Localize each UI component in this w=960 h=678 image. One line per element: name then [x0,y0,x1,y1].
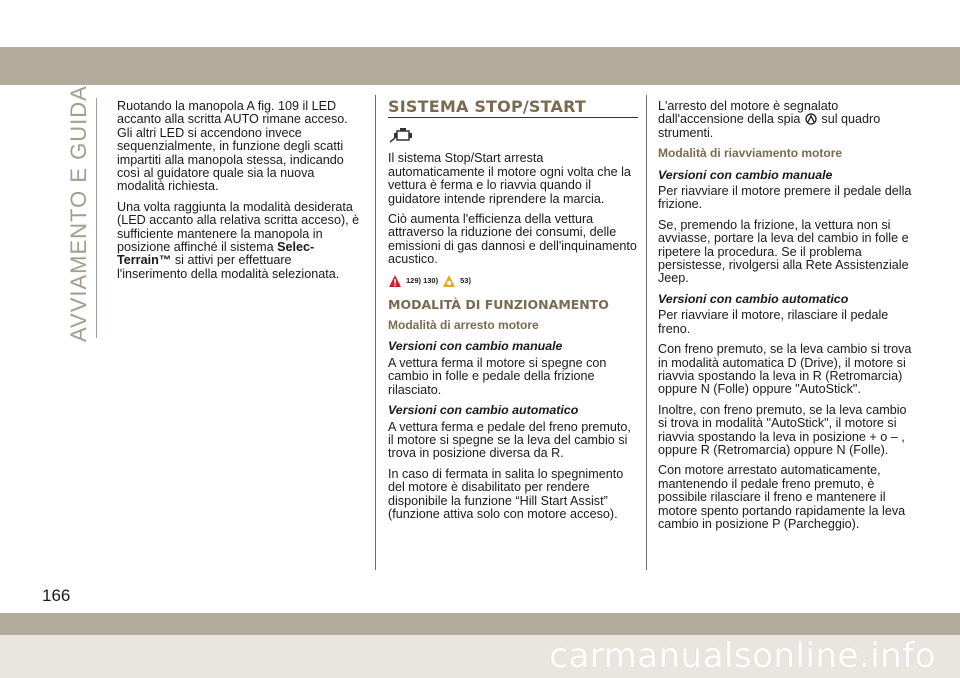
paragraph: A vettura ferma il motore si spegne con cambio in folle e pedale della frizione rilasciato. [388,355,607,397]
sub-heading: Modalità di riavviamento motore [658,146,843,161]
header-band [0,47,960,85]
column-2 [388,97,638,528]
title-rule [388,117,638,118]
page-number: 166 [42,586,71,605]
paragraph: L'arresto del motore è segnalato dall'accensione della spia sul quadro strumenti. [658,99,881,140]
sub-heading: Modalità di arresto motore [388,318,539,333]
paragraph: Per riavviare il motore, rilasciare il pedale freno. [658,308,889,336]
paragraph: Inoltre, con freno premuto, se la leva cambio si trova in modalità "AutoStick", il motore si riavvia spostando la leva in posizione + o – , oppure R (Retromarcia) oppure N (Folle). [658,402,907,457]
column-1 [117,100,365,288]
chapter-title: AVVIAMENTO E GUIDA [66,85,91,342]
subsection-title: MODALITÀ DI FUNZIONAMENTO [388,296,609,312]
paragraph: Il sistema Stop/Start arresta automaticamente il motore ogni volta che la vettura è ferma e lo riavvia quando il guidatore intende riprendere la marcia. [388,151,631,206]
selec-terrain-term: Selec-Terrain™ [117,240,315,268]
paragraph: In caso di fermata in salita lo spegnimento del motore è disabilitato per rendere disponibile la funzione “Hill Start Assist” (funzione attiva solo con motore acceso). [388,466,624,521]
column-3 [658,100,912,538]
paragraph: Ciò aumenta l'efficienza della vettura attraverso la riduzione dei consumi, delle emissioni di gas dannosi e dell'inquinamento acustico. [388,212,637,267]
italic-heading: Versioni con cambio manuale [388,339,563,354]
italic-heading: Versioni con cambio manuale [658,167,833,182]
paragraph: Ruotando la manopola A fig. 109 il LED accanto alla scritta AUTO rimane acceso. Gli altri LED si accendono invece sequenzialmente, in funzione degli scatti impartiti alla manopola stessa, indicando così al guidatore quale sia la nuova modalità richiesta. [117,99,348,194]
paragraph: Per riavviare il motore premere il pedale della frizione. [658,184,912,212]
paragraph: Una volta raggiunta la modalità desiderata (LED accanto alla relativa scritta acceso), è sufficiente mantenere la manopola in posizione affinché il sistema Selec-Terrain™ si attivi per effettuare l'inserimento della modalità selezionata. [117,199,360,281]
warning-refs: 129) 130) [406,275,439,285]
side-rule [96,98,97,338]
column-divider-1 [375,95,376,570]
paragraph: Con freno premuto, se la leva cambio si trova in modalità automatica D (Drive), il motore si riavvia spostando la leva in R (Retromarcia) oppure N (Folle) oppure "AutoStick". [658,342,912,397]
engine-icon [388,126,638,144]
watermark: carmanualsonline.info [0,635,960,678]
paragraph: A vettura ferma e pedale del freno premuto, il motore si spegne se la leva del cambio si trova in posizione diversa da R. [388,419,631,461]
paragraph: Con motore arrestato automaticamente, mantenendo il pedale freno premuto, è possibile rilasciare il freno e mantenere il motore spento portando rapidamente la leva cambio in posizione P (Parcheggio). [658,463,906,531]
section-title: SISTEMA STOP/START [388,97,587,116]
stop-start-icon [804,113,818,125]
caution-icon [442,274,456,288]
footer-band [0,613,960,635]
italic-heading: Versioni con cambio automatico [658,291,849,306]
paragraph: Se, premendo la frizione, la vettura non si avviasse, portare la leva del cambio in folle e ripetere la procedura. Se il problema persistesse, rivolgersi alla Rete Assistenziale Jeep. [658,217,909,286]
warning-references [388,274,638,288]
caution-ref: 53) [460,275,471,285]
column-divider-2 [646,95,647,570]
italic-heading: Versioni con cambio automatico [388,403,579,418]
warning-icon [388,274,402,288]
